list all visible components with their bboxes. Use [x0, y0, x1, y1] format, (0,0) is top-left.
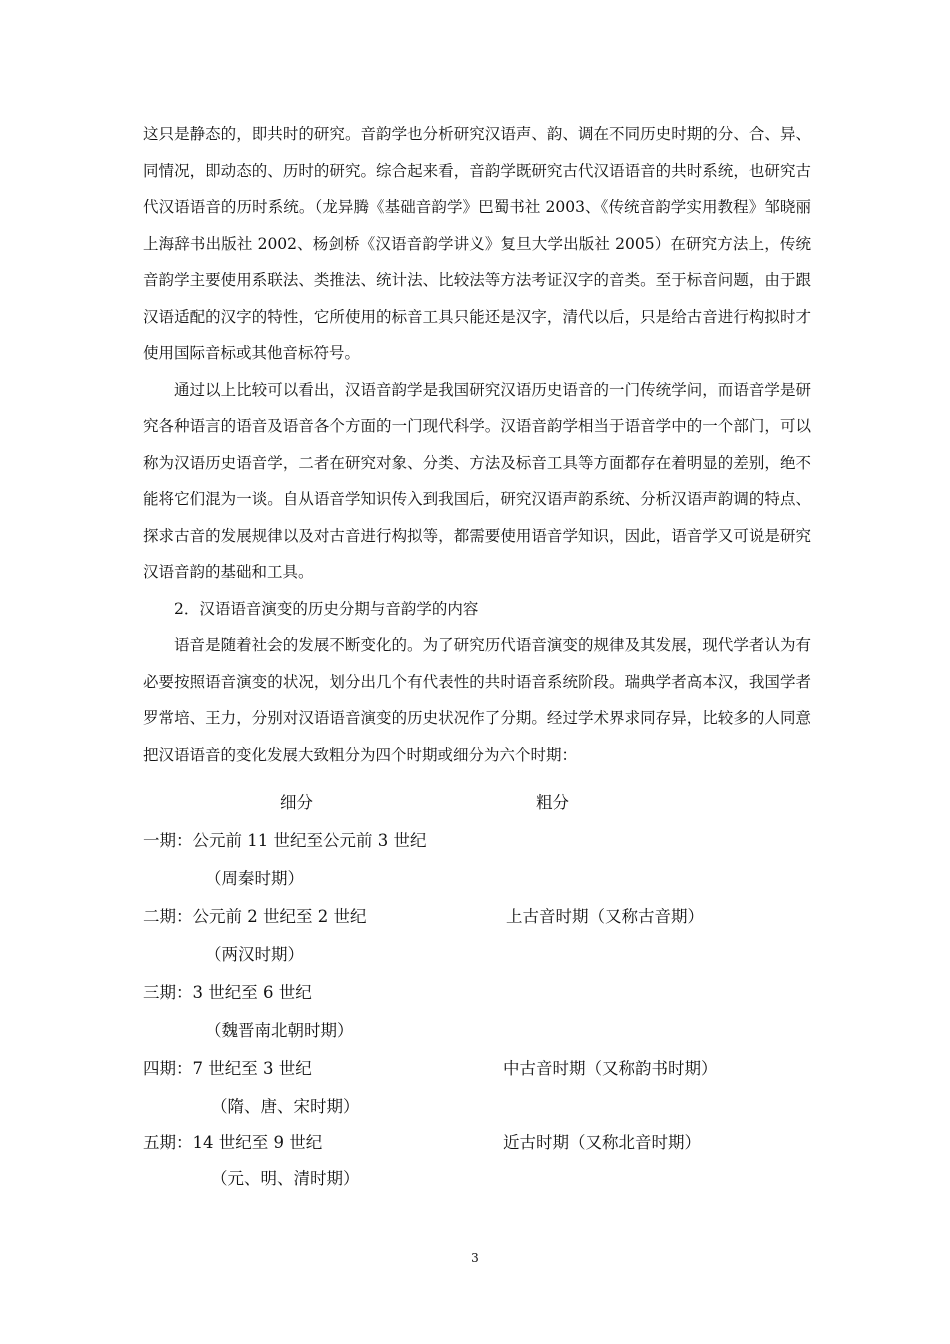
- period-row-1: 一期：公元前 11 世纪至公元前 3 世纪: [143, 831, 427, 850]
- period-row-4: 四期：7 世纪至 3 世纪: [143, 1059, 312, 1078]
- period-row-5-coarse: 近古时期（又称北音时期）: [503, 1133, 701, 1152]
- period-row-2-coarse: 上古音时期（又称古音期）: [506, 907, 704, 926]
- paragraph-2: 通过以上比较可以看出，汉语音韵学是我国研究汉语历史语音的一门传统学问，而语音学是研究各种语言的语音及语音各个方面的一门现代科学。汉语音韵学相当于语音学中的一个部门，可以称为汉语历史语音学，二者在研究对象、分类、方法及标音工具等方面都存在着明显的差别，绝不能将它们混为一谈。自从语音学知识传入到我国后，研究汉语声韵系统、分析汉语声韵调的特点、探求古音的发展规律以及对古音进行构拟等，都需要使用语音学知识，因此，语音学又可说是研究汉语音韵的基础和工具。: [143, 380, 811, 581]
- period-row-4-dynasty: （隋、唐、宋时期）: [211, 1097, 360, 1116]
- paragraph-1: 这只是静态的，即共时的研究。音韵学也分析研究汉语声、韵、调在不同历史时期的分、合、异、同情况，即动态的、历时的研究。综合起来看，音韵学既研究古代汉语语音的共时系统，也研究古代汉语语音的历时系统。（龙异腾《基础音韵学》巴蜀书社 2003、《传统音韵学实用教程》邹晓丽上海辞书出版社 2002、杨剑桥《汉语音韵学讲义》复旦大学出版社 2005）在研究方法上，传统音韵学主要使用系联法、类推法、统计法、比较法等方法考证汉字的音类。至于标音问题，由于跟汉语适配的汉字的特性，它所使用的标音工具只能还是汉字，清代以后，只是给古音进行构拟时才使用国际音标或其他音标符号。: [143, 125, 811, 362]
- header-coarse: 粗分: [536, 793, 569, 812]
- paragraph-3: 语音是随着社会的发展不断变化的。为了研究历代语音演变的规律及其发展，现代学者认为有必要按照语音演变的状况，划分出几个有代表性的共时语音系统阶段。瑞典学者高本汉，我国学者罗常培、王力，分别对汉语语音演变的历史状况作了分期。经过学术界求同存异，比较多的人同意把汉语语音的变化发展大致粗分为四个时期或细分为六个时期：: [143, 636, 811, 764]
- page-number: 3: [471, 1251, 479, 1265]
- body-text: [143, 116, 811, 773]
- section-heading: 2．汉语语音演变的历史分期与音韵学的内容: [174, 599, 479, 618]
- period-row-3-dynasty: （魏晋南北朝时期）: [205, 1021, 354, 1040]
- period-row-5-dynasty: （元、明、清时期）: [211, 1169, 360, 1188]
- period-row-5: 五期：14 世纪至 9 世纪: [143, 1133, 323, 1152]
- period-row-2: 二期：公元前 2 世纪至 2 世纪: [143, 907, 367, 926]
- period-row-2-dynasty: （两汉时期）: [205, 945, 304, 964]
- period-row-4-coarse: 中古音时期（又称韵书时期）: [503, 1059, 718, 1078]
- header-fine: 细分: [280, 793, 313, 812]
- period-row-3: 三期：3 世纪至 6 世纪: [143, 983, 312, 1002]
- period-row-1-dynasty: （周秦时期）: [205, 869, 304, 888]
